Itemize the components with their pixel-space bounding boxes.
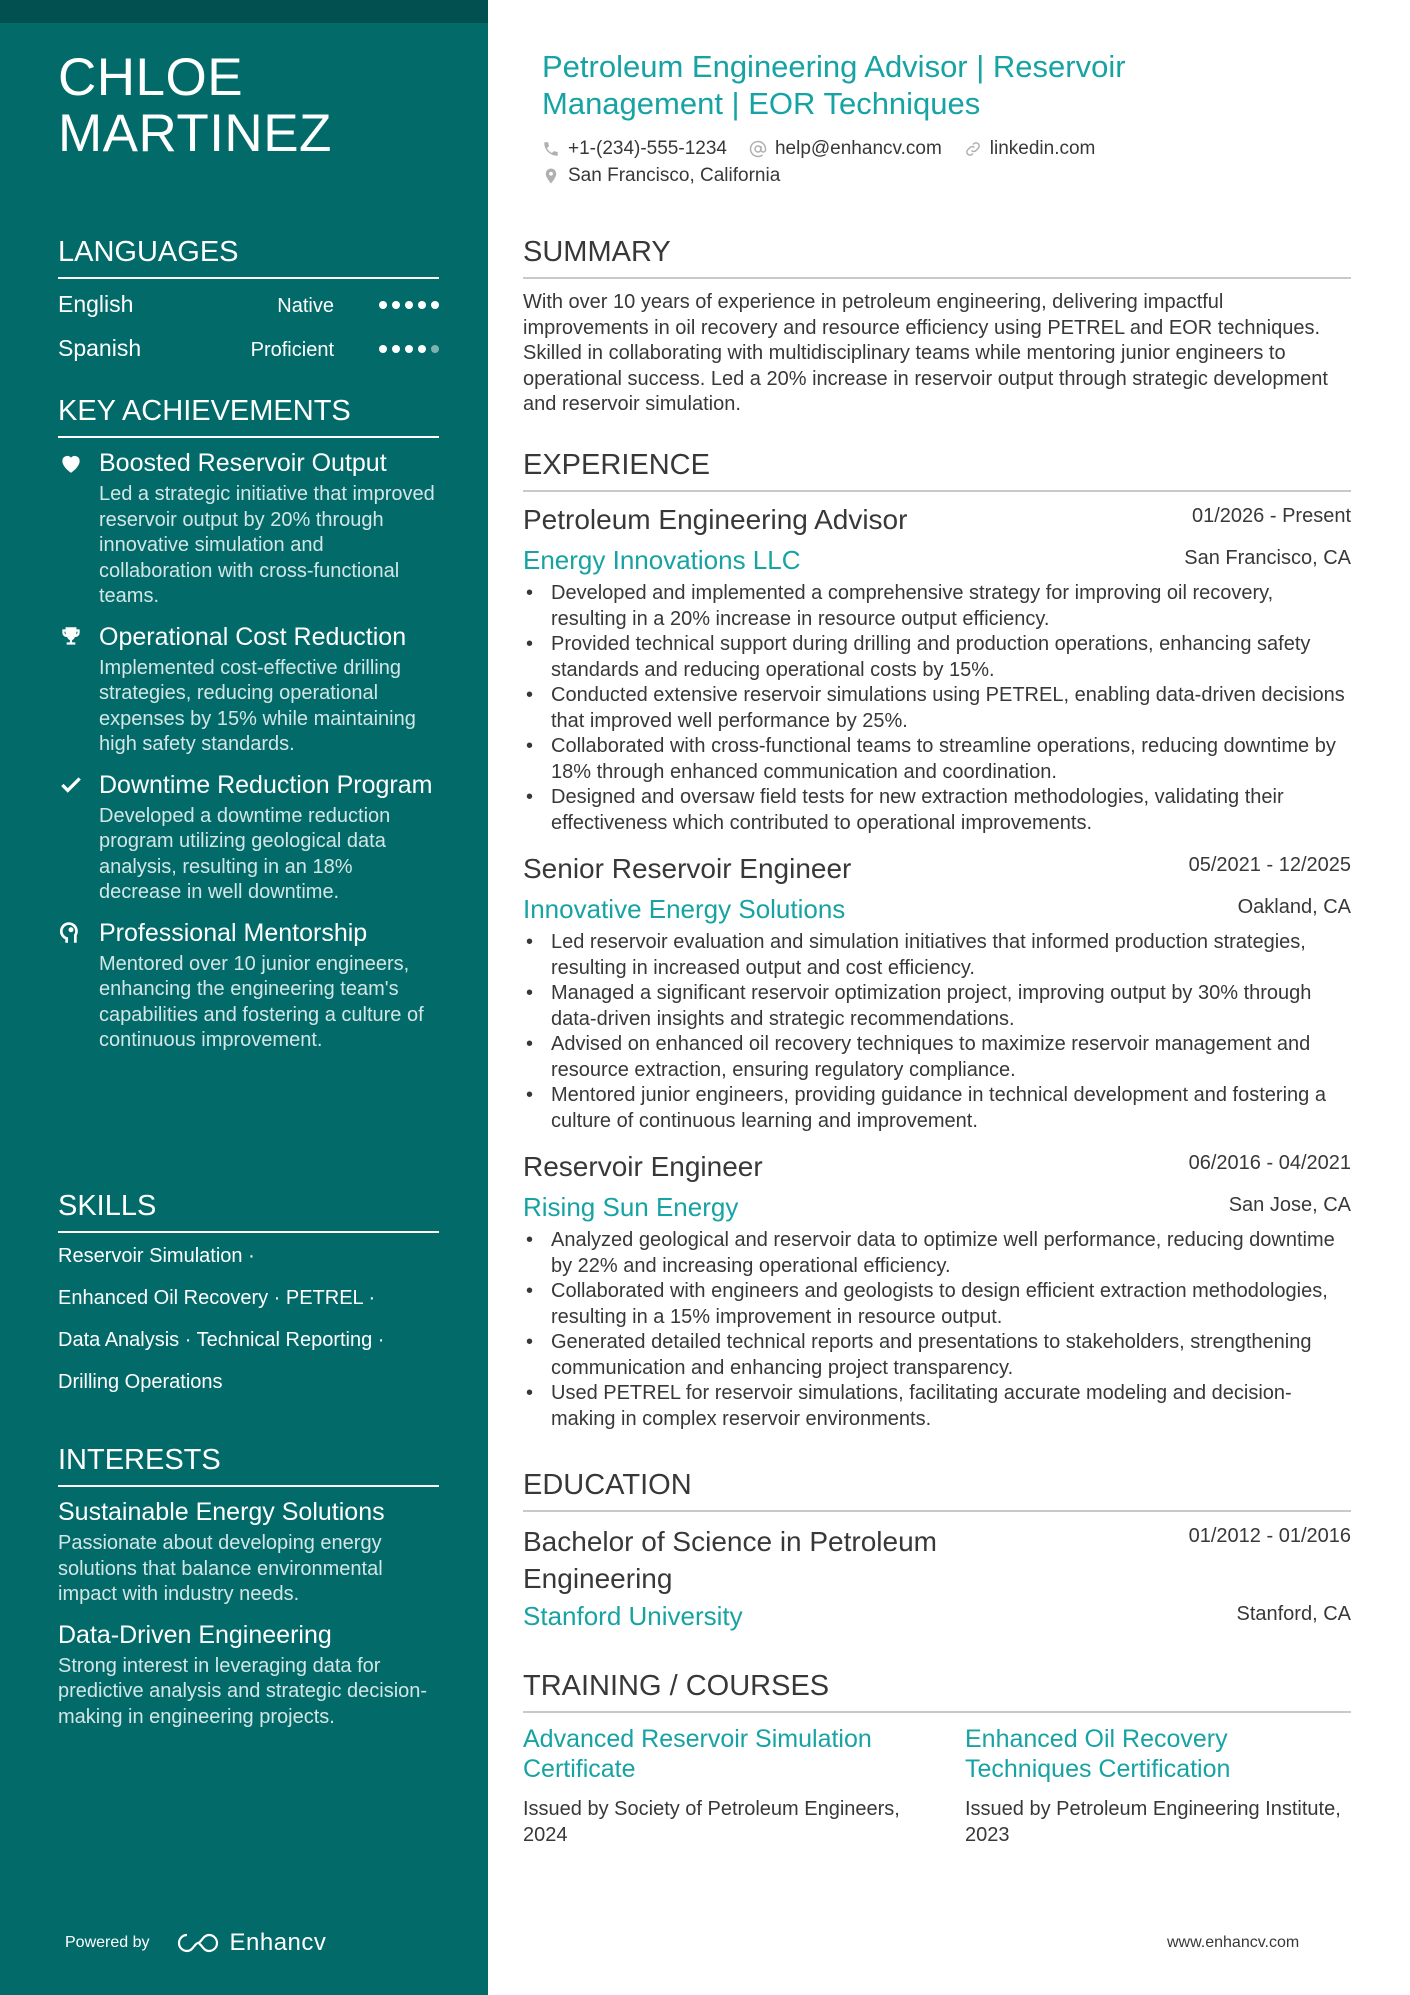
enhancv-logo-icon [176, 1932, 220, 1954]
course-grid [523, 1724, 1351, 1848]
language-name: Spanish [58, 335, 142, 361]
bullet-item: • Provided technical support during drilling and production operations, enhancing safety standards and reducing operational costs by 15%. [523, 632, 1351, 683]
job-bullets [523, 930, 1351, 1134]
bullet-item: • Advised on enhanced oil recovery techniques to maximize reservoir management and resource extraction, ensuring regulatory compliance. [523, 1032, 1351, 1083]
bullet-item: • Generated detailed technical reports and presentations to stakeholders, strengthening communication and enhancing project transparency. [523, 1330, 1351, 1381]
course-description: Issued by Society of Petroleum Engineers, 2024 [523, 1798, 900, 1846]
phone-number: +1-(234)-555-1234 [568, 137, 727, 159]
job-title: Senior Reservoir Engineer [523, 853, 852, 884]
degree-title: Bachelor of Science in Petroleum Engineering [523, 1526, 937, 1594]
at-sign-icon [749, 140, 767, 158]
job-header [523, 852, 1351, 894]
job-company: Innovative Energy Solutions [523, 894, 846, 924]
proficiency-dot [392, 345, 400, 353]
job-bullets [523, 581, 1351, 836]
achievement-description: Implemented cost-effective drilling strategies, reducing operational expenses by 15% while maintaining high safety standards. [99, 656, 416, 755]
proficiency-dot [405, 345, 413, 353]
job-company: Energy Innovations LLC [523, 545, 801, 575]
bullet-item: • Mentored junior engineers, providing guidance in technical development and fostering a culture of continuous learning and improvement. [523, 1083, 1351, 1134]
language-item [58, 333, 439, 377]
course-description: Issued by Petroleum Engineering Institute, 2023 [965, 1798, 1341, 1846]
training-heading: TRAINING / COURSES [523, 1669, 1351, 1713]
job-company: Rising Sun Energy [523, 1192, 739, 1222]
enhancv-logo[interactable] [176, 1929, 327, 1957]
bullet-item: • Conducted extensive reservoir simulations using PETREL, enabling data-driven decisions that improved well performance by 25%. [523, 683, 1351, 734]
proficiency-dot-empty [431, 345, 439, 353]
course-item [965, 1724, 1345, 1848]
achievement-title: Boosted Reservoir Output [99, 449, 387, 477]
job-header [523, 1150, 1351, 1192]
school-name: Stanford University [523, 1601, 743, 1631]
bullet-item: • Led reservoir evaluation and simulation initiatives that informed production strategies, resulting in increased output and cost efficiency. [523, 930, 1351, 981]
achievements-heading: KEY ACHIEVEMENTS [58, 394, 439, 438]
job-title: Petroleum Engineering Advisor [523, 504, 908, 535]
proficiency-dot [418, 301, 426, 309]
job-dates: 06/2016 - 04/2021 [1188, 1152, 1351, 1174]
heart-icon [58, 450, 84, 476]
phone-icon [542, 140, 560, 158]
proficiency-dot [405, 301, 413, 309]
contact-info [542, 135, 1242, 189]
checkmark-icon [58, 772, 84, 798]
trophy-icon [58, 624, 84, 650]
candidate-name: CHLOE MARTINEZ [58, 48, 332, 163]
job-subheader [523, 894, 1351, 930]
enhancv-logo-text: Enhancv [229, 1929, 327, 1956]
achievement-item [58, 448, 439, 610]
education-entry [523, 1523, 1351, 1637]
job-subheader [523, 545, 1351, 581]
achievement-description: Developed a downtime reduction program utilizing geological data analysis, resulting in an 18% decrease in well downtime. [99, 804, 391, 903]
bullet-item: • Collaborated with engineers and geologists to design efficient extraction methodologies, resulting in a 15% improvement in resource output. [523, 1279, 1351, 1330]
location-pin-icon [542, 167, 560, 185]
bullet-item: • Developed and implemented a comprehensive strategy for improving oil recovery, resulting in a 20% increase in resource output efficiency. [523, 581, 1351, 632]
job-location: Oakland, CA [1237, 896, 1351, 918]
interests-section [58, 1443, 439, 1742]
sidebar-top-bar [0, 0, 488, 23]
job-location: San Francisco, CA [1184, 547, 1351, 569]
training-section [523, 1669, 1351, 1848]
job-subheader [523, 1192, 1351, 1228]
powered-by-label: Powered by [65, 1934, 150, 1951]
headline: Petroleum Engineering Advisor | Reservoir Management | EOR Techniques [542, 49, 1126, 121]
languages-section [58, 235, 439, 377]
interest-title: Data-Driven Engineering [58, 1620, 332, 1649]
email-contact[interactable] [749, 138, 942, 160]
sidebar [0, 0, 488, 1995]
education-subheader [523, 1601, 1351, 1637]
skill-line: Reservoir Simulation · [58, 1245, 255, 1267]
languages-heading: LANGUAGES [58, 235, 439, 279]
achievement-description: Mentored over 10 junior engineers, enhancing the engineering team's capabilities and fostering a culture of continuous improvement. [99, 952, 424, 1051]
experience-heading: EXPERIENCE [523, 448, 1351, 492]
language-proficiency-dots [379, 345, 439, 353]
achievement-item [58, 918, 439, 1054]
achievements-section [58, 394, 439, 1066]
language-level: Native [277, 295, 334, 317]
contact-row [542, 135, 1242, 162]
interests-heading: INTERESTS [58, 1443, 439, 1487]
brain-icon [58, 920, 84, 946]
bullet-item: • Analyzed geological and reservoir data to optimize well performance, reducing downtime by 22% and increasing operational efficiency. [523, 1228, 1351, 1279]
achievement-title: Professional Mentorship [99, 918, 368, 947]
footer-url[interactable]: www.enhancv.com [1167, 1934, 1300, 1951]
interest-description: Passionate about developing energy solutions that balance environmental impact with industry needs. [58, 1532, 383, 1605]
summary-heading: SUMMARY [523, 235, 1351, 279]
course-title: Enhanced Oil Recovery Techniques Certification [965, 1725, 1231, 1783]
job-entry [523, 503, 1351, 836]
job-entry [523, 852, 1351, 1134]
bullet-item: • Used PETREL for reservoir simulations, facilitating accurate modeling and decision-making in complex reservoir environments. [523, 1381, 1351, 1432]
email-address: help@enhancv.com [774, 137, 942, 159]
summary-section [523, 235, 1351, 418]
phone-contact[interactable] [542, 138, 727, 160]
link-icon [964, 140, 982, 158]
proficiency-dot [392, 301, 400, 309]
proficiency-dot [379, 301, 387, 309]
language-name: English [58, 291, 134, 317]
education-section [523, 1468, 1351, 1637]
job-dates: 01/2026 - Present [1192, 505, 1351, 527]
skill-line: Drilling Operations [58, 1371, 223, 1393]
proficiency-dot [379, 345, 387, 353]
achievement-item [58, 770, 439, 906]
language-level: Proficient [250, 339, 334, 361]
bullet-item: • Designed and oversaw field tests for new extraction methodologies, validating their effectiveness which contributed to operational improvements. [523, 785, 1351, 836]
education-heading: EDUCATION [523, 1468, 1351, 1512]
bullet-item: • Managed a significant reservoir optimization project, improving output by 30% through data-driven insights and strategic recommendations. [523, 981, 1351, 1032]
education-dates: 01/2012 - 01/2016 [1188, 1525, 1351, 1547]
achievement-title: Downtime Reduction Program [99, 770, 433, 799]
skills-section [58, 1189, 439, 1411]
location-text: San Francisco, California [568, 164, 781, 186]
bullet-item: • Collaborated with cross-functional teams to streamline operations, reducing downtime by 18% through enhanced communication and coordination. [523, 734, 1351, 785]
contact-row [542, 162, 1242, 189]
proficiency-dot [431, 301, 439, 309]
achievement-item [58, 622, 439, 758]
skill-line: Enhanced Oil Recovery · PETREL · [58, 1287, 376, 1309]
school-location: Stanford, CA [1236, 1603, 1351, 1625]
skill-line: Data Analysis · Technical Reporting · [58, 1329, 385, 1351]
language-item [58, 289, 439, 333]
skills-heading: SKILLS [58, 1189, 439, 1233]
job-bullets [523, 1228, 1351, 1432]
course-item [523, 1724, 903, 1848]
location-contact [542, 165, 780, 187]
linkedin-contact[interactable] [964, 138, 1096, 160]
job-title: Reservoir Engineer [523, 1151, 763, 1182]
summary-text: With over 10 years of experience in petroleum engineering, delivering impactful improvements in oil recovery and resource efficiency using PETREL and EOR techniques. Skilled in collaborating with multidisciplinary teams while mentoring junior engineers to operational success. Led a 20% increase in reservoir output through strategic development and reservoir simulation. [523, 291, 1328, 415]
job-entry [523, 1150, 1351, 1432]
linkedin-url: linkedin.com [989, 137, 1096, 159]
course-title: Advanced Reservoir Simulation Certificate [523, 1725, 872, 1783]
proficiency-dot [418, 345, 426, 353]
job-dates: 05/2021 - 12/2025 [1188, 854, 1351, 876]
experience-section [523, 448, 1351, 1448]
achievement-title: Operational Cost Reduction [99, 622, 407, 651]
interest-title: Sustainable Energy Solutions [58, 1498, 385, 1526]
achievement-description: Led a strategic initiative that improved reservoir output by 20% through innovative simulation and collaboration with cross-functional teams. [99, 483, 435, 607]
language-proficiency-dots [379, 301, 439, 309]
job-header [523, 503, 1351, 545]
powered-by [65, 1929, 326, 1957]
job-location: San Jose, CA [1228, 1194, 1351, 1216]
interest-description: Strong interest in leveraging data for predictive analysis and strategic decision-making in engineering projects. [58, 1654, 428, 1728]
